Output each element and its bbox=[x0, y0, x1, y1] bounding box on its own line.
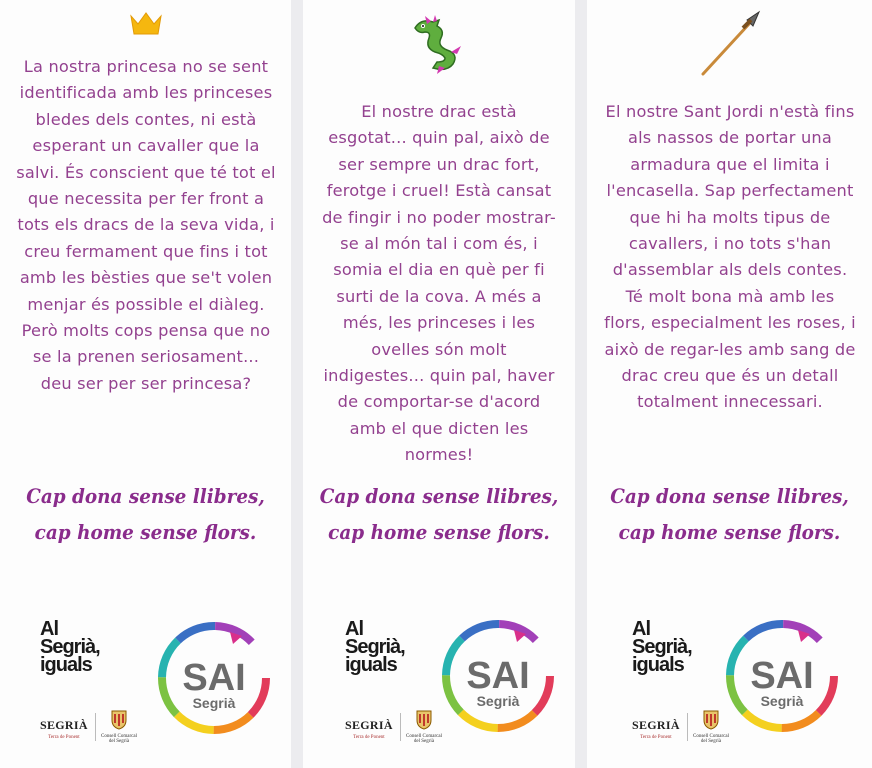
motto-line-1: Cap dona sense llibres, bbox=[319, 484, 559, 508]
consell-line-2: del Segrià bbox=[108, 739, 130, 744]
al-segria-iguals-logo bbox=[632, 620, 692, 674]
sai-logo-sub: Segrià bbox=[760, 693, 804, 709]
coat-of-arms-icon bbox=[700, 708, 722, 730]
brand-divider bbox=[95, 713, 96, 741]
slogan-line-2: Segrià, bbox=[632, 636, 692, 658]
brand-tagline: Terra de Ponent bbox=[353, 735, 385, 740]
sai-logo-sub: Segrià bbox=[476, 693, 520, 709]
slogan-line-3: iguals bbox=[632, 654, 684, 676]
motto-line-2: cap home sense flors. bbox=[618, 520, 841, 544]
al-segria-iguals-logo bbox=[40, 620, 100, 674]
consell-line-2: del Segrià bbox=[413, 739, 435, 744]
sai-logo-main: SAI bbox=[750, 655, 814, 697]
spear-icon bbox=[695, 10, 765, 80]
dragon-icon-wrap bbox=[303, 12, 575, 76]
card-sant-jordi bbox=[587, 0, 872, 768]
card-body-text: El nostre drac està esgotat... quin pal, això de ser sempre un drac fort, ferotge i cruel! Està cansat de fingir i no poder mostrar-se al món tal i com és, i somia el dia en què per fi surti de la cova. A més a més, les princeses i les ovelles són molt indigestes... quin pal, haver de comportar-se d'acord amb el que dicten les normes! bbox=[322, 102, 556, 465]
dragon-icon bbox=[407, 12, 471, 76]
sai-logo-main: SAI bbox=[182, 657, 246, 699]
segria-brand bbox=[40, 718, 88, 740]
coat-of-arms-icon bbox=[413, 708, 435, 730]
spear-icon-wrap bbox=[587, 10, 872, 80]
slogan-line-1: Al bbox=[40, 618, 58, 640]
brand-divider bbox=[687, 713, 688, 741]
brand-name: SEGRIÀ bbox=[40, 718, 88, 732]
card-dragon bbox=[303, 0, 575, 768]
consell-logo bbox=[101, 708, 137, 744]
sai-logo-sub: Segrià bbox=[192, 695, 236, 711]
sai-logo-main: SAI bbox=[466, 655, 530, 697]
motto bbox=[598, 478, 860, 550]
sai-segria-logo bbox=[440, 618, 556, 734]
motto-line-1: Cap dona sense llibres, bbox=[26, 484, 265, 508]
consell-logo bbox=[693, 708, 729, 744]
slogan-line-2: Segrià, bbox=[345, 636, 405, 658]
slogan-line-1: Al bbox=[345, 618, 363, 640]
motto-line-2: cap home sense flors. bbox=[34, 520, 257, 544]
card-body-text: La nostra princesa no se sent identificada amb les princeses bledes dels contes, ni està esperant un cavaller que la salvi. És conscient que té tot el que necessita per fer front a tots els dracs de la seva vida, i creu fermament que fins i tot amb les bèsties que se't volen menjar és possible el diàleg. Però molts cops pensa que no se la prenen seriosament... deu ser per ser princesa? bbox=[16, 57, 276, 393]
brand-divider bbox=[400, 713, 401, 741]
consell-logo bbox=[406, 708, 442, 744]
consell-line-1: Consell Comarcal bbox=[101, 734, 137, 739]
slogan-line-3: iguals bbox=[40, 654, 92, 676]
slogan-line-3: iguals bbox=[345, 654, 397, 676]
card-princess bbox=[0, 0, 291, 768]
slogan-line-2: Segrià, bbox=[40, 636, 100, 658]
motto bbox=[12, 478, 280, 550]
motto-line-2: cap home sense flors. bbox=[328, 520, 550, 544]
coat-of-arms-icon bbox=[108, 708, 130, 730]
brand-name: SEGRIÀ bbox=[632, 718, 680, 732]
segria-brand bbox=[345, 718, 393, 740]
consell-line-1: Consell Comarcal bbox=[406, 734, 442, 739]
crown-icon bbox=[129, 10, 163, 36]
brand-tagline: Terra de Ponent bbox=[48, 735, 80, 740]
crown-icon-wrap bbox=[0, 10, 291, 36]
brand-name: SEGRIÀ bbox=[345, 718, 393, 732]
slogan-line-1: Al bbox=[632, 618, 650, 640]
sai-segria-logo bbox=[724, 618, 840, 734]
consell-line-1: Consell Comarcal bbox=[693, 734, 729, 739]
consell-line-2: del Segrià bbox=[700, 739, 722, 744]
motto-line-1: Cap dona sense llibres, bbox=[610, 484, 849, 508]
brand-tagline: Terra de Ponent bbox=[640, 735, 672, 740]
card-body-text: El nostre Sant Jordi n'està fins als nassos de portar una armadura que el limita i l'encasella. Sap perfectament que hi ha molts tipus de cavallers, i no tots s'han d'assemblar als dels contes. Té molt bona mà amb les flors, especialment les roses, i això de regar-les amb sang de drac creu que és un detall totalment innecessari. bbox=[604, 102, 856, 412]
motto bbox=[314, 478, 564, 550]
al-segria-iguals-logo bbox=[345, 620, 405, 674]
sai-segria-logo bbox=[156, 620, 272, 736]
segria-brand bbox=[632, 718, 680, 740]
